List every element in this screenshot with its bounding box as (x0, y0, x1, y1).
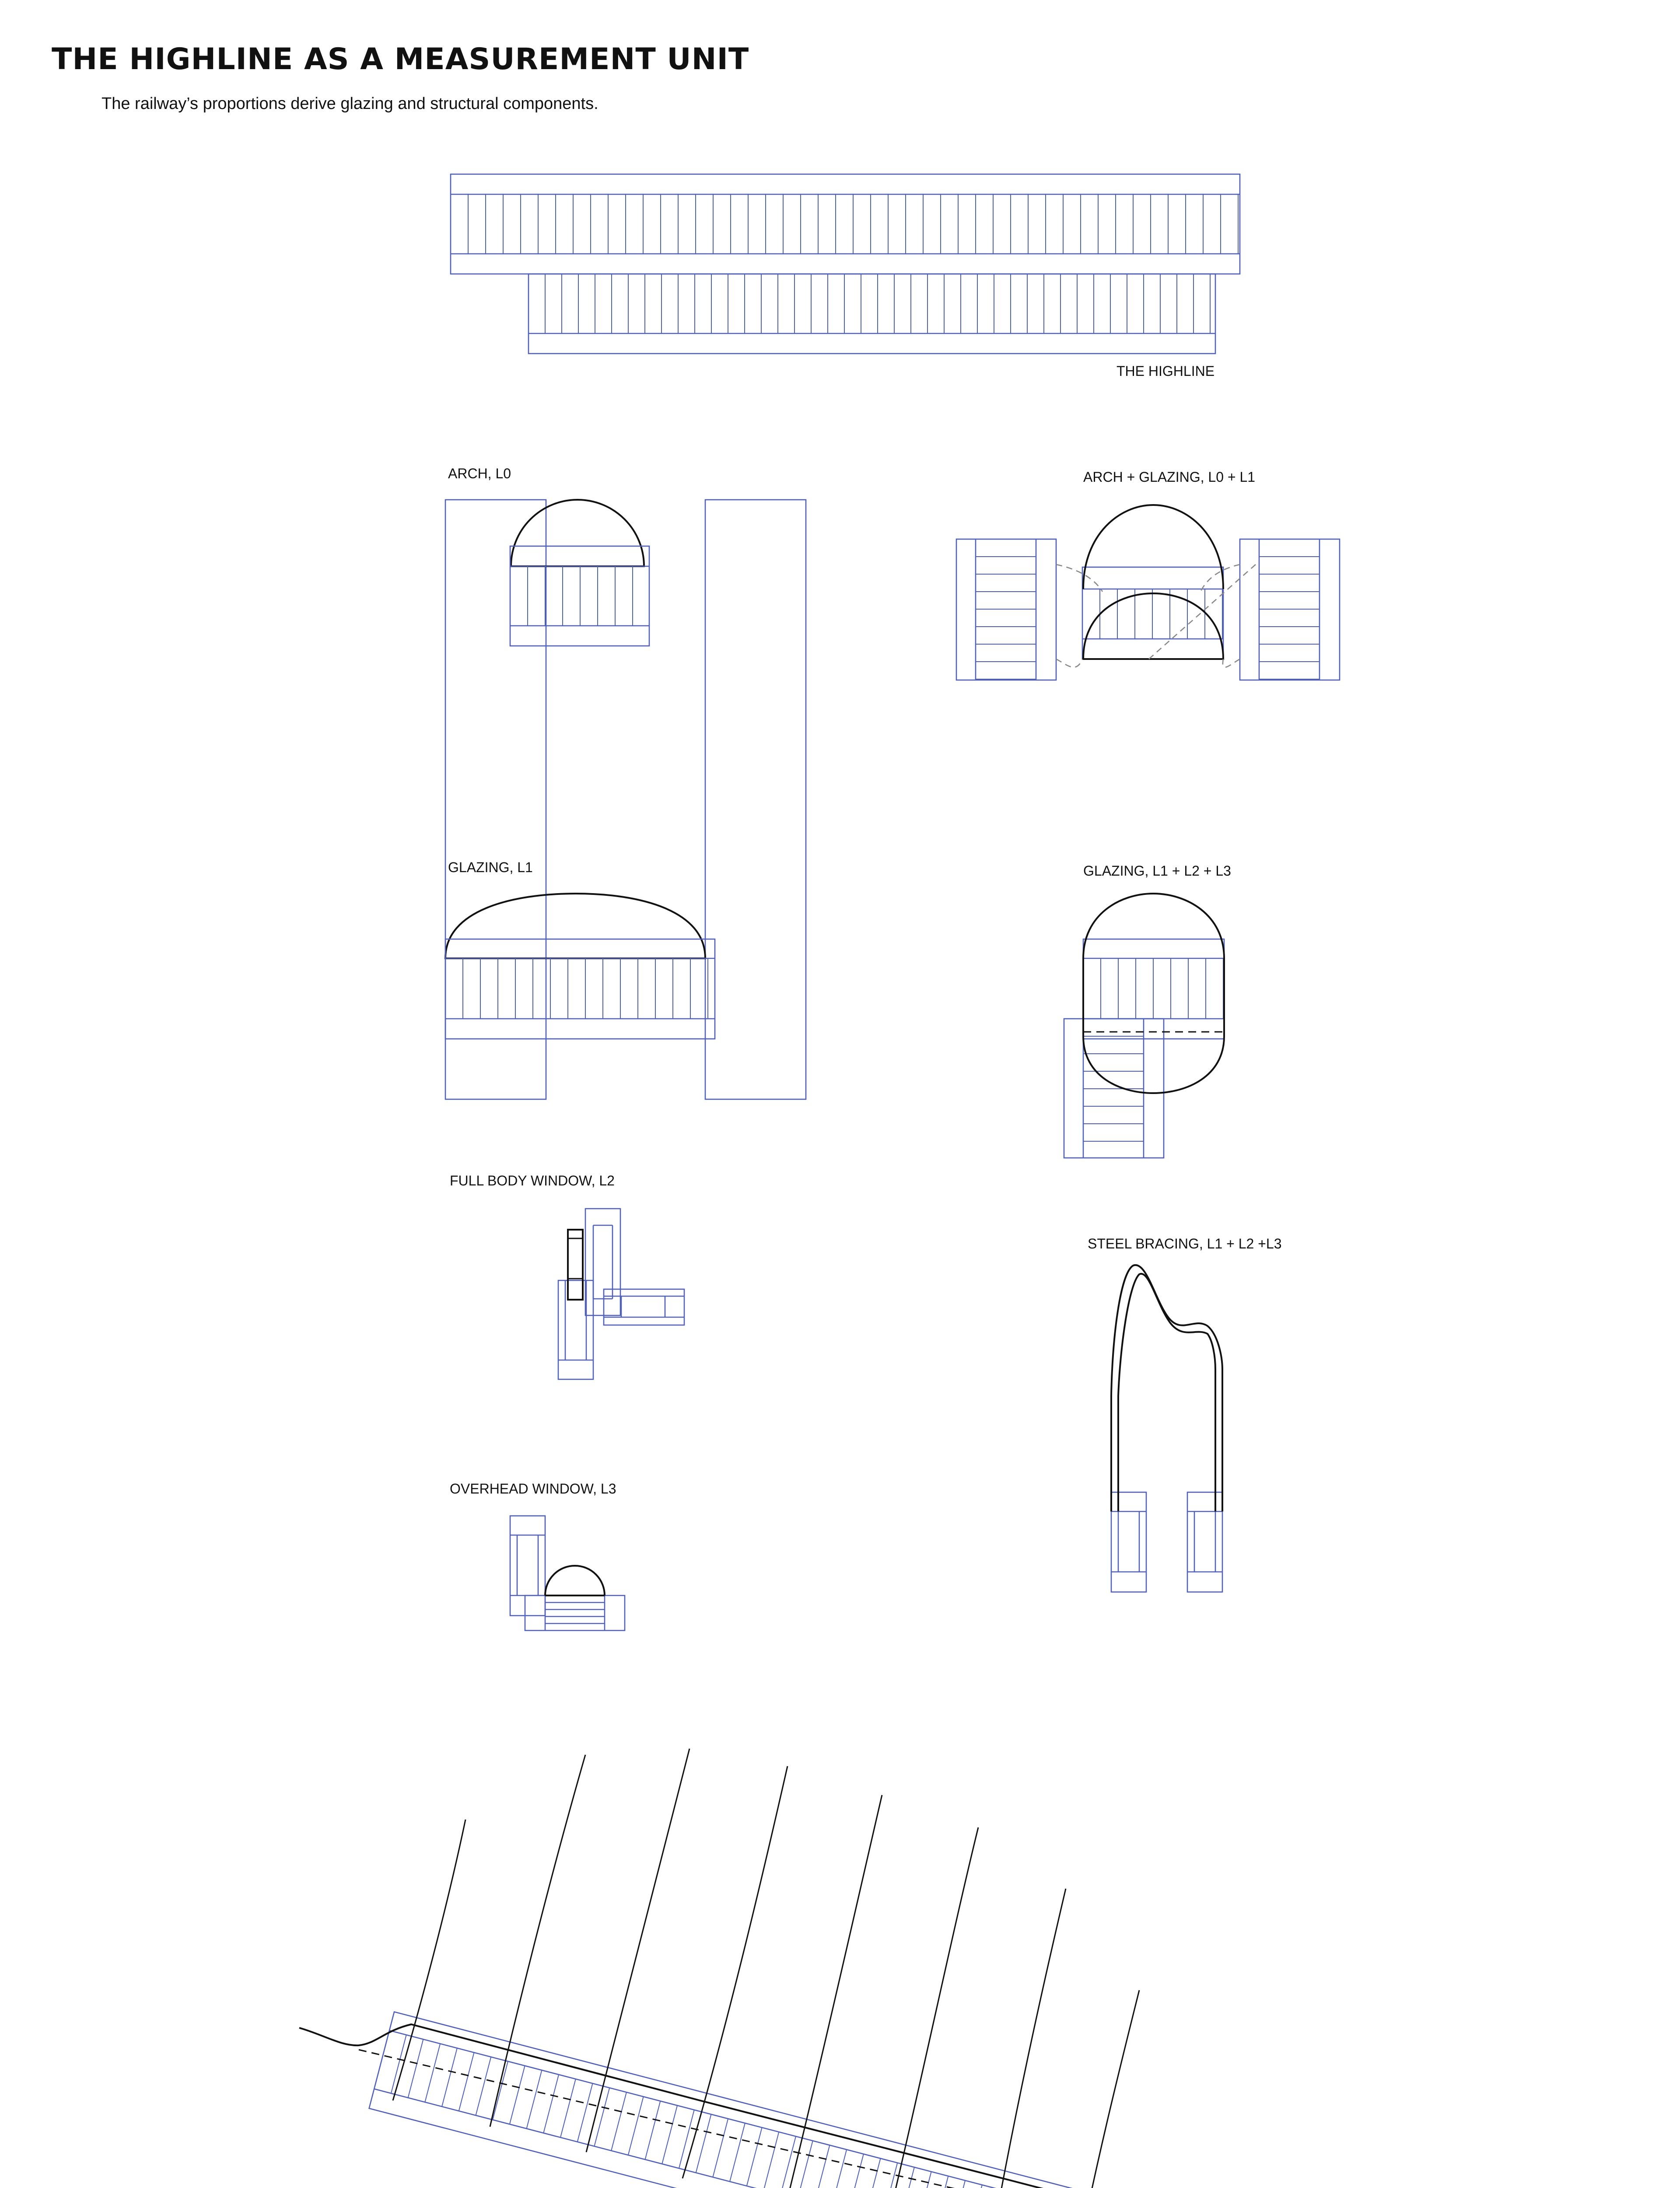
highline-strips-diagram (451, 174, 1240, 354)
sb-right-module (1187, 1492, 1222, 1592)
tie-line (527, 2070, 542, 2129)
label-arch-l0: ARCH, L0 (448, 466, 511, 481)
arch-glazing-diagram (956, 505, 1340, 680)
sb-brace-outer (1111, 1265, 1222, 1511)
ag-upper-arch (1083, 505, 1223, 589)
ag-left-ties (976, 557, 1036, 679)
guide-line-7 (989, 1889, 1066, 2188)
guide-line-5 (786, 1795, 882, 2188)
overhead-window-diagram (510, 1516, 625, 1630)
tie-line (933, 2176, 948, 2188)
ag-dashed-arc-right (1200, 565, 1240, 667)
tie-line (645, 2101, 661, 2160)
label-arch-glazing: ARCH + GLAZING, L0 + L1 (1083, 469, 1256, 485)
guide-line-2 (490, 1755, 585, 2127)
tie-line (815, 2145, 830, 2188)
tall-strip-right (705, 500, 806, 1099)
guide-line-8 (1072, 1990, 1139, 2188)
tie-line (476, 2057, 491, 2115)
g3-vertical-ties (1083, 1036, 1144, 1141)
fbw-upper-vertical (585, 1209, 620, 1315)
tie-line (950, 2181, 965, 2188)
label-glazing-l1: GLAZING, L1 (448, 859, 533, 875)
tie-line (713, 2119, 728, 2177)
guide-line-6 (886, 1827, 978, 2188)
fbw-horizontal (604, 1289, 684, 1325)
highline-upper-ties (468, 194, 1238, 254)
glazing-l1-module (445, 939, 715, 1039)
guide-line-4 (682, 1766, 788, 2178)
tie-line (848, 2154, 864, 2188)
facade-ties (391, 2035, 1152, 2188)
tie-line (628, 2097, 644, 2155)
ag-lower-arch (1083, 593, 1223, 659)
sb-left-module (1111, 1492, 1146, 1592)
tie-line (916, 2172, 931, 2188)
tie-line (560, 2079, 576, 2138)
ow-arch (545, 1566, 605, 1595)
tie-line (425, 2044, 440, 2102)
facade-curvature-guide-diagram (299, 1749, 1444, 2188)
label-the-highline: THE HIGHLINE (1116, 363, 1215, 379)
tie-line (679, 2110, 694, 2168)
ag-right-ties (1259, 557, 1320, 679)
tie-line (730, 2123, 745, 2182)
arch-l0-ties (528, 566, 633, 626)
tie-line (831, 2149, 847, 2188)
arch-l0-glazing-l1-diagram (445, 500, 806, 1099)
tie-line (764, 2132, 779, 2188)
fbw-black-window-frame (568, 1230, 583, 1300)
glazing-l1-ties (463, 958, 708, 1019)
tall-strip-left (445, 500, 546, 1099)
guide-line-3 (586, 1749, 690, 2152)
highline-lower-ties (545, 274, 1210, 333)
glazing-l1-elliptical-arch (445, 894, 705, 958)
tie-line (611, 2092, 626, 2151)
ag-dashed-arc-left (1056, 565, 1102, 667)
tie-line (594, 2088, 609, 2146)
tie-line (459, 2052, 474, 2111)
sb-brace-inner (1118, 1274, 1215, 1511)
fbw-lower-vertical (558, 1280, 593, 1379)
label-glazing-l1-l2-l3: GLAZING, L1 + L2 + L3 (1083, 863, 1231, 879)
label-steel-bracing: STEEL BRACING, L1 + L2 +L3 (1088, 1236, 1282, 1252)
tie-line (747, 2128, 762, 2186)
tie-line (882, 2163, 897, 2188)
steel-bracing-diagram (1111, 1265, 1222, 1592)
tie-line (780, 2136, 796, 2188)
highline-upper-strip (451, 174, 1240, 274)
tie-line (442, 2048, 457, 2107)
g3-horizontal-ties (1101, 958, 1223, 1019)
ag-center-ties (1100, 589, 1222, 639)
arch-l0-semicircle (511, 500, 644, 566)
glazing-l1-l2-l3-diagram (1064, 894, 1224, 1158)
tie-line (510, 2066, 525, 2125)
ow-horizontal (525, 1595, 625, 1630)
tie-line (865, 2158, 881, 2188)
full-body-window-diagram (558, 1209, 684, 1379)
highline-lower-strip (528, 274, 1215, 354)
ow-vertical (510, 1516, 545, 1616)
tie-line (543, 2075, 559, 2133)
tie-line (408, 2039, 424, 2098)
tie-line (967, 2185, 982, 2188)
facade-module-strip (369, 2012, 1169, 2188)
page-title: THE HIGHLINE AS A MEASUREMENT UNIT (52, 42, 749, 77)
tie-line (578, 2083, 593, 2142)
facade-curve (299, 2024, 1444, 2188)
tie-line (899, 2167, 914, 2188)
label-overhead-window: OVERHEAD WINDOW, L3 (450, 1481, 616, 1497)
tie-line (493, 2062, 508, 2120)
label-full-body-window: FULL BODY WINDOW, L2 (450, 1173, 615, 1189)
page-subtitle: The railway’s proportions derive glazing and structural components. (102, 95, 598, 113)
tie-line (662, 2105, 677, 2164)
